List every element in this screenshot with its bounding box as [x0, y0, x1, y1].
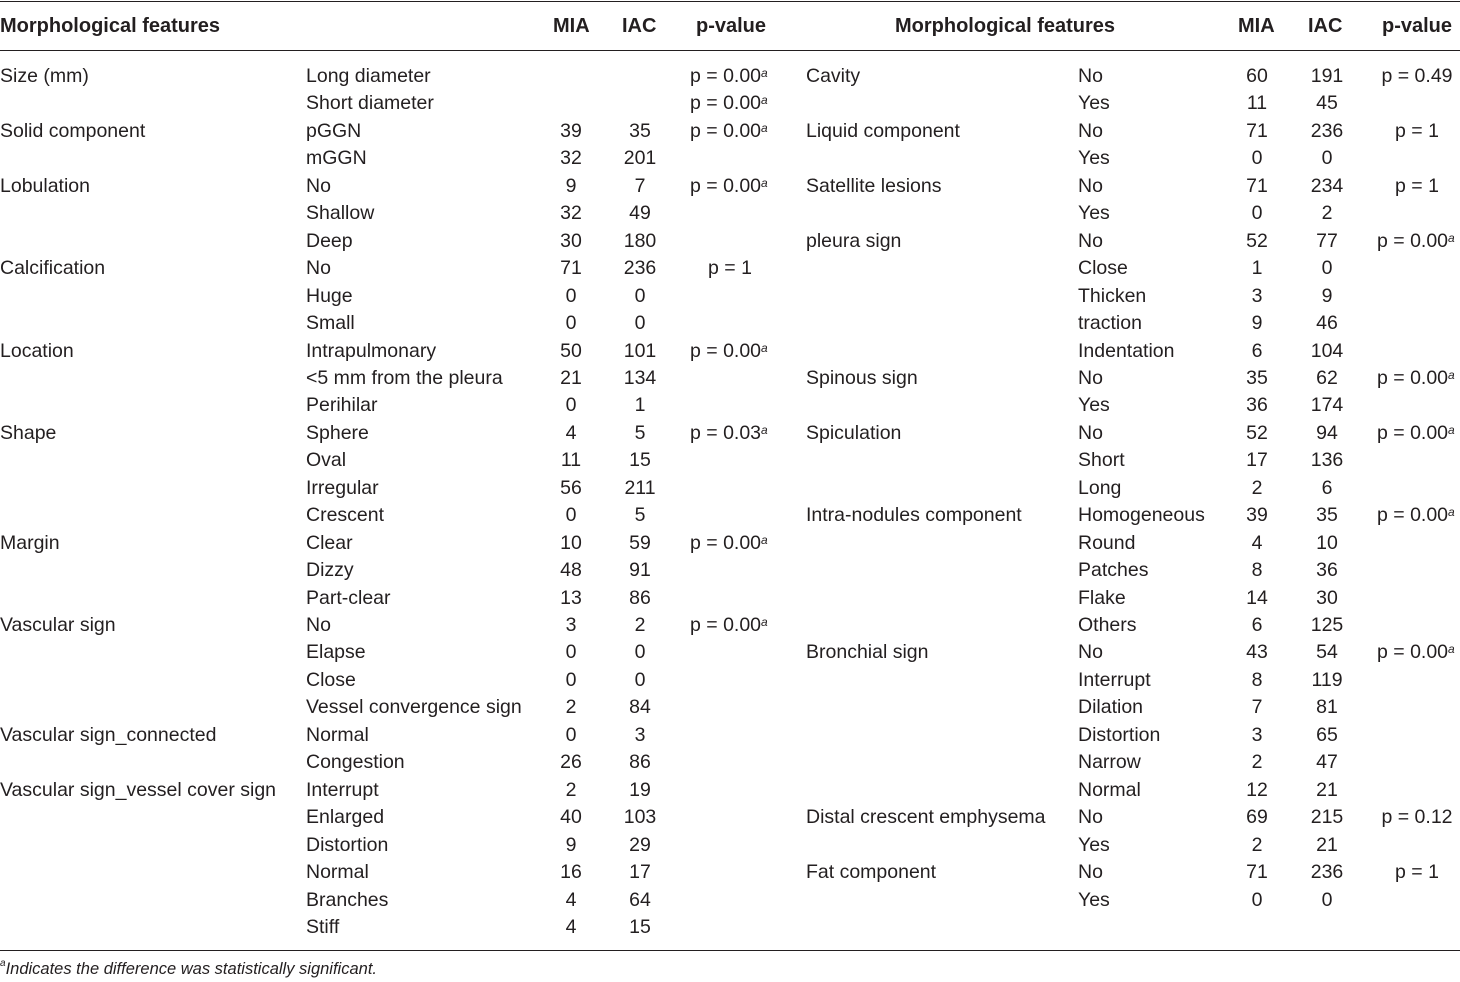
feature-name: Fat component — [806, 861, 937, 884]
feature-name: Distal crescent emphysema — [806, 806, 1046, 829]
mia-count: 26 — [560, 751, 582, 774]
iac-count: 21 — [1316, 833, 1338, 856]
feature-level: Yes — [1078, 202, 1110, 225]
iac-count: 10 — [1316, 531, 1338, 554]
iac-count: 119 — [1311, 668, 1343, 691]
iac-count: 136 — [1310, 449, 1344, 472]
significance-marker: a — [1448, 367, 1455, 382]
feature-level: Thicken — [1078, 284, 1147, 307]
mia-count: 69 — [1246, 806, 1268, 829]
feature-name: Lobulation — [0, 174, 90, 197]
mia-count: 9 — [565, 174, 577, 197]
feature-level: Deep — [306, 229, 353, 252]
mia-count: 6 — [1251, 614, 1263, 636]
mia-count: 71 — [1246, 174, 1268, 197]
mia-count: 3 — [1251, 723, 1263, 746]
feature-level: Shallow — [306, 202, 375, 225]
feature-level: No — [1078, 421, 1103, 444]
iac-count: 77 — [1316, 229, 1338, 252]
header-right-mia: MIA — [1238, 15, 1275, 37]
significance-marker: a — [761, 532, 768, 547]
feature-name: Solid component — [0, 119, 146, 142]
feature-name: Intra-nodules component — [806, 504, 1022, 527]
iac-count: 35 — [629, 119, 651, 142]
p-value — [690, 175, 768, 197]
iac-count: 0 — [634, 284, 646, 307]
mia-count: 2 — [1251, 833, 1263, 856]
p-value — [690, 92, 768, 114]
p-value — [690, 340, 768, 362]
mia-count: 71 — [560, 257, 582, 280]
feature-level: Yes — [1078, 888, 1110, 911]
feature-level: mGGN — [306, 147, 367, 170]
p-value-text: p = 0.00 — [690, 174, 762, 197]
mia-count: 7 — [1251, 696, 1263, 719]
p-value-text: p = 0.49 — [1381, 65, 1453, 87]
iac-count: 7 — [634, 174, 646, 197]
iac-count: 5 — [634, 421, 646, 444]
mia-count: 0 — [565, 723, 577, 746]
iac-count: 236 — [1310, 861, 1344, 884]
header-right-pvalue: p-value — [1382, 15, 1453, 37]
iac-count: 0 — [634, 668, 646, 691]
iac-count: 65 — [1316, 723, 1338, 746]
mia-count: 1 — [1251, 257, 1263, 280]
feature-level: Interrupt — [306, 778, 379, 801]
p-value-text: p = 0.00 — [1377, 421, 1449, 444]
feature-level: Distortion — [306, 833, 389, 856]
iac-count: 6 — [1321, 476, 1333, 499]
p-value — [1377, 367, 1455, 389]
p-value-text: p = 0.00 — [690, 339, 762, 362]
footnote-text: Indicates the difference was statistically significant. — [5, 960, 377, 978]
header-right-feature: Morphological features — [895, 15, 1116, 37]
iac-count: 81 — [1316, 696, 1338, 719]
feature-name: Satellite lesions — [806, 174, 942, 197]
significance-marker: a — [761, 422, 768, 437]
table-header-rule — [0, 50, 1460, 51]
iac-count: 54 — [1316, 641, 1338, 664]
mia-count: 10 — [560, 531, 582, 554]
significance-marker: a — [1448, 505, 1455, 520]
mia-count: 40 — [560, 806, 582, 829]
p-value — [690, 532, 768, 554]
mia-count: 3 — [1251, 284, 1263, 307]
mia-count: 11 — [1246, 92, 1268, 115]
p-value-text: p = 0.00 — [1377, 504, 1449, 527]
mia-count: 4 — [565, 915, 577, 938]
iac-count: 45 — [1316, 92, 1338, 115]
p-value-text: p = 0.00 — [690, 119, 762, 142]
iac-count: 215 — [1310, 806, 1344, 829]
feature-level: Congestion — [306, 751, 405, 774]
iac-count: 30 — [1316, 586, 1338, 609]
p-value — [1381, 65, 1452, 87]
feature-level: No — [306, 257, 331, 280]
feature-name: Spinous sign — [806, 366, 918, 389]
p-value-text: p = 0.00 — [1377, 229, 1449, 252]
feature-level: Small — [306, 312, 355, 335]
mia-count: 2 — [565, 778, 577, 801]
feature-level: Irregular — [306, 476, 379, 499]
feature-level: Elapse — [306, 641, 366, 664]
iac-count: 125 — [1310, 614, 1344, 636]
iac-count: 101 — [623, 339, 657, 362]
feature-level: Intrapulmonary — [306, 339, 437, 362]
iac-count: 0 — [634, 641, 646, 664]
iac-count: 201 — [623, 147, 657, 170]
p-value — [690, 120, 768, 142]
p-value — [690, 422, 768, 444]
p-value-text: p = 1 — [1395, 861, 1439, 884]
p-value-text: p = 0.00 — [690, 614, 762, 636]
feature-level: No — [1078, 229, 1103, 252]
iac-count: 15 — [629, 449, 651, 472]
significance-marker: a — [1448, 642, 1455, 657]
mia-count: 32 — [560, 202, 582, 225]
significance-marker: a — [761, 93, 768, 108]
iac-count: 21 — [1316, 778, 1338, 801]
mia-count: 6 — [1251, 339, 1263, 362]
mia-count: 0 — [565, 641, 577, 664]
iac-count: 17 — [629, 861, 651, 884]
mia-count: 0 — [565, 394, 577, 417]
iac-count: 0 — [1321, 888, 1333, 911]
iac-count: 62 — [1316, 366, 1338, 389]
mia-count: 14 — [1246, 586, 1268, 609]
feature-level: Short diameter — [306, 92, 434, 115]
feature-level: Indentation — [1078, 339, 1175, 362]
iac-count: 134 — [623, 366, 657, 389]
mia-count: 8 — [1251, 559, 1263, 582]
iac-count: 46 — [1316, 312, 1338, 335]
feature-level: Vessel convergence sign — [306, 696, 522, 719]
mia-count: 30 — [560, 229, 582, 252]
mia-count: 52 — [1246, 421, 1268, 444]
feature-level: Yes — [1078, 92, 1110, 115]
iac-count: 15 — [629, 915, 651, 938]
iac-count: 86 — [629, 586, 651, 609]
feature-level: No — [1078, 366, 1103, 389]
mia-count: 0 — [565, 284, 577, 307]
feature-level: Others — [1078, 614, 1137, 636]
iac-count: 94 — [1316, 421, 1338, 444]
feature-level: Round — [1078, 531, 1136, 554]
mia-count: 2 — [1251, 751, 1263, 774]
mia-count: 17 — [1246, 449, 1268, 472]
p-value — [1377, 641, 1455, 663]
feature-level: No — [1078, 861, 1103, 884]
feature-level: No — [1078, 119, 1103, 142]
feature-level: Yes — [1078, 394, 1110, 417]
feature-name: Cavity — [806, 65, 861, 87]
feature-level: Interrupt — [1078, 668, 1151, 691]
p-value-text: p = 1 — [1395, 119, 1439, 142]
p-value — [1381, 806, 1452, 828]
iac-count: 104 — [1310, 339, 1344, 362]
header-left-mia: MIA — [553, 15, 590, 37]
p-value — [708, 257, 752, 279]
feature-level: Sphere — [306, 421, 369, 444]
significance-marker: a — [1448, 422, 1455, 437]
iac-count: 47 — [1316, 751, 1338, 774]
feature-level: Perihilar — [306, 394, 378, 417]
feature-level: Yes — [1078, 147, 1110, 170]
iac-count: 64 — [629, 888, 651, 911]
p-value-text: p = 1 — [708, 257, 752, 280]
mia-count: 8 — [1251, 668, 1263, 691]
mia-count: 2 — [565, 696, 577, 719]
p-value-text: p = 0.00 — [690, 65, 762, 87]
p-value-text: p = 0.00 — [1377, 641, 1449, 664]
iac-count: 0 — [1321, 147, 1333, 170]
feature-level: No — [306, 614, 331, 636]
mia-count: 0 — [565, 504, 577, 527]
iac-count: 0 — [634, 312, 646, 335]
feature-level: Distortion — [1078, 723, 1161, 746]
table-top-rule — [0, 1, 1460, 2]
feature-level: Enlarged — [306, 806, 385, 829]
feature-level: Close — [1078, 257, 1128, 280]
mia-count: 35 — [1246, 366, 1268, 389]
mia-count: 60 — [1246, 65, 1268, 87]
feature-level: <5 mm from the pleura — [306, 366, 503, 389]
feature-name: Location — [0, 339, 74, 362]
mia-count: 4 — [1251, 531, 1263, 554]
table-footnote — [0, 960, 377, 979]
p-value-text: p = 0.03 — [690, 421, 762, 444]
feature-level: Flake — [1078, 586, 1126, 609]
iac-count: 19 — [629, 778, 651, 801]
header-left-feature: Morphological features — [0, 15, 221, 37]
iac-count: 211 — [624, 476, 656, 499]
mia-count: 4 — [565, 888, 577, 911]
significance-marker: a — [1448, 230, 1455, 245]
iac-count: 2 — [634, 614, 646, 636]
table-bottom-rule — [0, 950, 1460, 951]
feature-level: No — [1078, 806, 1103, 829]
mia-count: 21 — [560, 366, 582, 389]
p-value-text: p = 0.12 — [1381, 806, 1453, 829]
mia-count: 56 — [560, 476, 582, 499]
feature-name: Margin — [0, 531, 60, 554]
iac-count: 234 — [1310, 174, 1344, 197]
header-left-pvalue: p-value — [696, 15, 767, 37]
p-value — [1395, 120, 1439, 142]
mia-count: 71 — [1246, 119, 1268, 142]
mia-count: 11 — [560, 449, 582, 472]
feature-level: No — [1078, 65, 1103, 87]
mia-count: 0 — [1251, 888, 1263, 911]
mia-count: 36 — [1246, 394, 1268, 417]
p-value — [690, 614, 768, 636]
feature-level: Homogeneous — [1078, 504, 1205, 527]
iac-count: 1 — [634, 394, 646, 417]
feature-level: Part-clear — [306, 586, 391, 609]
feature-level: Branches — [306, 888, 389, 911]
p-value-text: p = 0.00 — [690, 531, 762, 554]
feature-name: Vascular sign_connected — [0, 723, 217, 746]
feature-level: Narrow — [1078, 751, 1141, 774]
feature-level: No — [1078, 174, 1103, 197]
feature-name: Vascular sign_vessel cover sign — [0, 778, 277, 801]
iac-count: 91 — [629, 559, 651, 582]
p-value — [1395, 861, 1439, 883]
mia-count: 48 — [560, 559, 582, 582]
iac-count: 2 — [1321, 202, 1333, 225]
iac-count: 29 — [629, 833, 651, 856]
iac-count: 0 — [1321, 257, 1333, 280]
mia-count: 52 — [1246, 229, 1268, 252]
mia-count: 71 — [1246, 861, 1268, 884]
feature-name: Spiculation — [806, 421, 902, 444]
p-value-text: p = 0.00 — [1377, 366, 1449, 389]
mia-count: 16 — [560, 861, 582, 884]
feature-level: Short — [1078, 449, 1125, 472]
feature-level: Close — [306, 668, 356, 691]
mia-count: 0 — [1251, 147, 1263, 170]
iac-count: 84 — [629, 696, 651, 719]
significance-marker: a — [761, 615, 768, 629]
feature-name: Shape — [0, 421, 57, 444]
feature-level: Yes — [1078, 833, 1110, 856]
feature-level: Dizzy — [306, 559, 354, 582]
significance-marker: a — [761, 340, 768, 355]
significance-marker: a — [761, 66, 768, 80]
iac-count: 236 — [623, 257, 657, 280]
p-value-text: p = 0.00 — [690, 92, 762, 115]
significance-marker: a — [761, 175, 768, 190]
mia-count: 3 — [565, 614, 577, 636]
mia-count: 9 — [565, 833, 577, 856]
p-value — [1377, 422, 1455, 444]
feature-level: Stiff — [306, 915, 340, 938]
footnote-marker: a — [0, 958, 6, 969]
feature-level: Clear — [306, 531, 353, 554]
mia-count: 39 — [560, 119, 582, 142]
mia-count: 13 — [560, 586, 582, 609]
iac-count: 36 — [1316, 559, 1338, 582]
header-right-iac: IAC — [1308, 15, 1343, 37]
iac-count: 86 — [629, 751, 651, 774]
mia-count: 0 — [565, 668, 577, 691]
feature-level: Normal — [306, 861, 369, 884]
feature-level: Patches — [1078, 559, 1149, 582]
feature-name: Liquid component — [806, 119, 960, 142]
mia-count: 0 — [1251, 202, 1263, 225]
iac-count: 236 — [1310, 119, 1344, 142]
iac-count: 49 — [629, 202, 651, 225]
p-value-text: p = 1 — [1395, 174, 1439, 197]
iac-count: 59 — [629, 531, 651, 554]
iac-count: 3 — [634, 723, 646, 746]
header-left-iac: IAC — [622, 15, 657, 37]
p-value — [1395, 175, 1439, 197]
iac-count: 174 — [1310, 394, 1344, 417]
mia-count: 9 — [1251, 312, 1263, 335]
mia-count: 50 — [560, 339, 582, 362]
mia-count: 4 — [565, 421, 577, 444]
feature-level: Normal — [306, 723, 369, 746]
mia-count: 12 — [1246, 778, 1268, 801]
iac-count: 9 — [1321, 284, 1333, 307]
feature-name: pleura sign — [806, 229, 902, 252]
p-value — [690, 65, 768, 87]
feature-level: Dilation — [1078, 696, 1144, 719]
feature-name: Size (mm) — [0, 65, 89, 87]
feature-level: Crescent — [306, 504, 385, 527]
p-value — [1377, 230, 1455, 252]
feature-level: No — [306, 174, 331, 197]
p-value — [1377, 504, 1455, 526]
mia-count: 32 — [560, 147, 582, 170]
feature-level: Long diameter — [306, 65, 431, 87]
feature-level: Normal — [1078, 778, 1141, 801]
feature-level: Oval — [306, 449, 347, 472]
iac-count: 103 — [623, 806, 657, 829]
feature-name: Vascular sign — [0, 614, 116, 636]
iac-count: 180 — [623, 229, 657, 252]
significance-marker: a — [761, 120, 768, 135]
feature-level: pGGN — [306, 119, 362, 142]
feature-name: Calcification — [0, 257, 106, 280]
mia-count: 39 — [1246, 504, 1268, 527]
mia-count: 0 — [565, 312, 577, 335]
feature-level: No — [1078, 641, 1103, 664]
mia-count: 2 — [1251, 476, 1263, 499]
feature-level: traction — [1078, 312, 1142, 335]
iac-count: 191 — [1310, 65, 1344, 87]
mia-count: 43 — [1246, 641, 1268, 664]
feature-name: Bronchial sign — [806, 641, 929, 664]
feature-level: Huge — [306, 284, 353, 307]
feature-level: Long — [1078, 476, 1122, 499]
iac-count: 5 — [634, 504, 646, 527]
iac-count: 35 — [1316, 504, 1338, 527]
